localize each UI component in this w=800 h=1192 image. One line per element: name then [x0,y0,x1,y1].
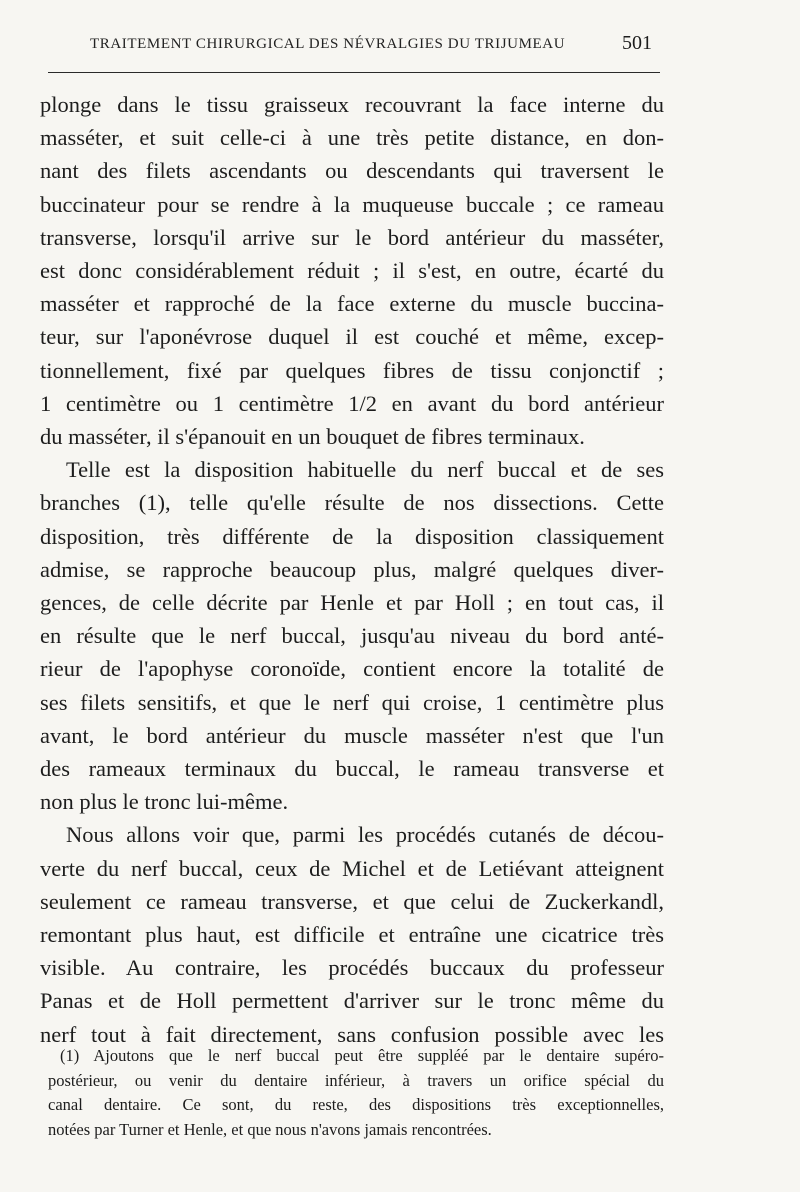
paragraph-1 [40,88,664,453]
page-number: 501 [622,32,652,54]
text-line: 1 centimètre ou 1 centimètre 1/2 en avant du bord antérieur [40,390,664,416]
running-head [40,30,664,64]
footnote-line: postérieur, ou venir du dentaire inférieur, à travers un orifice spécial du [48,1070,664,1090]
text-line: ses filets sensitifs, et que le nerf qui croise, 1 centimètre plus [40,689,664,715]
text-line: plonge dans le tissu graisseux recouvrant la face interne du [40,92,664,117]
text-line: disposition, très différente de la disposition classiquement [40,523,664,549]
text-line: verte du nerf buccal, ceux de Michel et de Letiévant atteignent [40,855,664,881]
text-line: Panas et de Holl permettent d'arriver sur le tronc même du [40,988,664,1014]
text-line: masséter, et suit celle-ci à une très petite distance, en don- [40,125,664,151]
footnote-line: (1) Ajoutons que le nerf buccal peut être suppléé par le dentaire supéro- [60,1046,664,1065]
paragraph-3 [40,818,664,1050]
text-line: non plus le tronc lui-même. [40,789,289,815]
header-rule [48,72,660,73]
text-line: gences, de celle décrite par Henle et par Holl ; en tout cas, il [40,590,664,616]
text-line: visible. Au contraire, les procédés buccaux du professeur [40,955,664,981]
footnote-line: canal dentaire. Ce sont, du reste, des dispositions très exceptionnelles, [48,1095,664,1114]
text-line: teur, sur l'aponévrose duquel il est couché et même, excep- [40,324,664,350]
text-line: en résulte que le nerf buccal, jusqu'au niveau du bord anté- [40,623,664,649]
paragraph-2 [40,453,664,818]
text-line: avant, le bord antérieur du muscle masséter n'est que l'un [40,722,664,748]
text-line: rieur de l'apophyse coronoïde, contient encore la totalité de [40,656,664,682]
text-line: remontant plus haut, est difficile et entraîne une cicatrice très [40,922,664,948]
text-line: branches (1), telle qu'elle résulte de nos dissections. Cette [40,490,664,516]
text-line: nant des filets ascendants ou descendants qui traversent le [40,158,664,184]
text-line: des rameaux terminaux du buccal, le rameau transverse et [40,756,664,782]
text-line: masséter et rapproché de la face externe du muscle buccina- [40,291,664,317]
footnote-line: notées par Turner et Henle, et que nous n'avons jamais rencontrées. [48,1119,492,1139]
text-line: admise, se rapproche beaucoup plus, malgré quelques diver- [40,556,664,582]
text-line: Nous allons voir que, parmi les procédés cutanés de décou- [66,822,664,848]
footnotes [48,1044,664,1142]
text-line: seulement ce rameau transverse, et que celui de Zuckerkandl, [40,888,664,914]
text-line: buccinateur pour se rendre à la muqueuse buccale ; ce rameau [40,191,664,217]
text-line: Telle est la disposition habituelle du nerf buccal et de ses [66,457,664,483]
text-line: transverse, lorsqu'il arrive sur le bord antérieur du masséter, [40,224,664,250]
footnote-1 [48,1044,664,1142]
text-line: est donc considérablement réduit ; il s'est, en outre, écarté du [40,258,664,284]
body-text [40,88,664,1051]
running-title: TRAITEMENT CHIRURGICAL DES NÉVRALGIES DU TRIJUMEAU [90,36,566,52]
text-line: nerf tout à fait directement, sans confusion possible avec les [40,1021,664,1047]
text-line: du masséter, il s'épanouit en un bouquet de fibres terminaux. [40,424,585,450]
text-line: tionnellement, fixé par quelques fibres de tissu conjonctif ; [40,357,664,383]
